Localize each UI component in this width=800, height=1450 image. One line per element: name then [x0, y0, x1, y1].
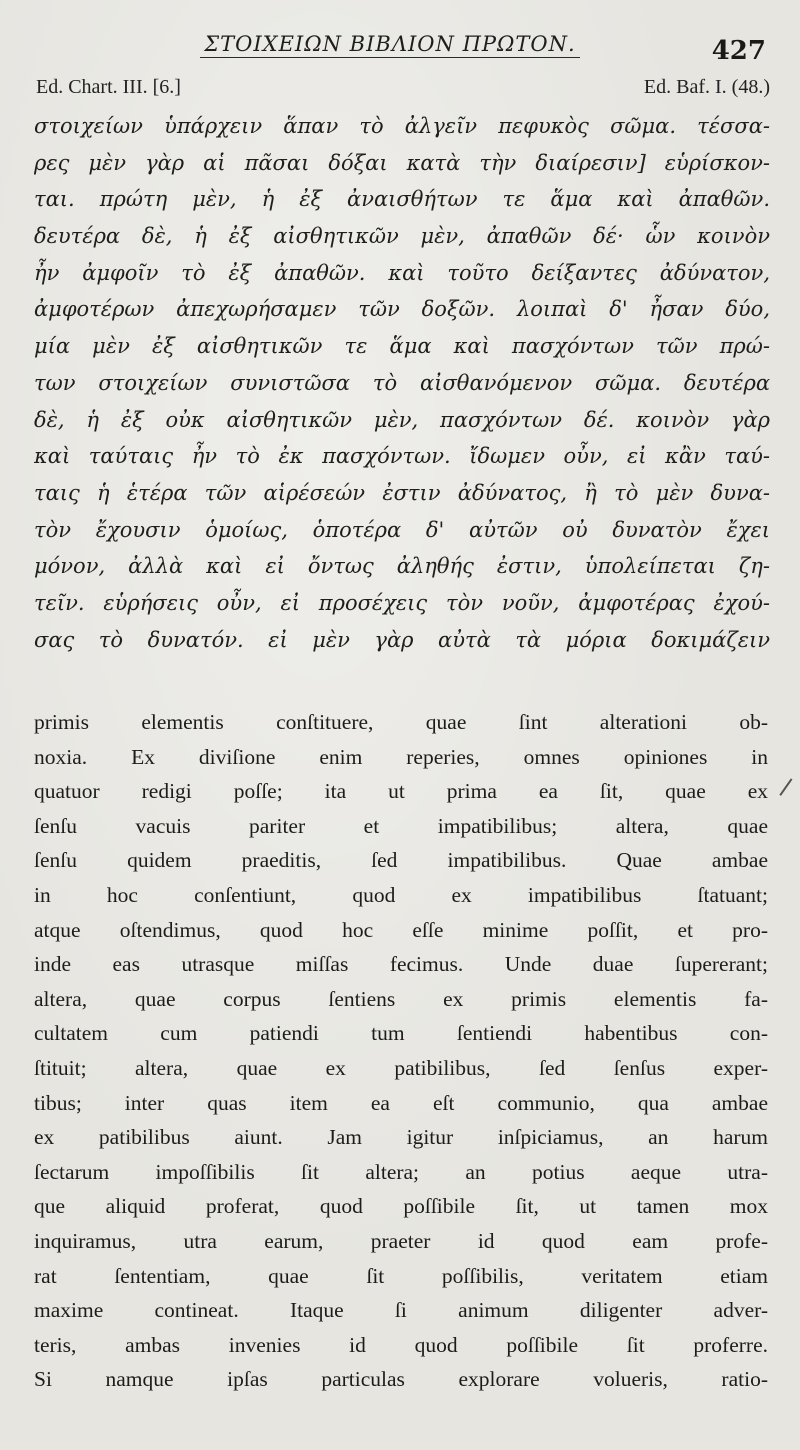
latin-text-line: atque oſtendimus, quod hoc eſſe minime poſſit, et pro-: [34, 917, 768, 942]
latin-text-line: tibus; inter quas item ea eſt communio, qua ambae: [34, 1090, 768, 1115]
edition-reference-basel: Ed. Baf. I. (48.): [643, 76, 770, 98]
greek-text-line: μία μὲν ἐξ αἰσθητικῶν τε ἅμα καὶ πασχόντων τῶν πρώ-: [34, 334, 770, 359]
greek-text-line: δευτέρα δὲ, ἡ ἐξ αἰσθητικῶν μὲν, ἀπαθῶν δέ· ὧν κοινὸν: [34, 224, 770, 249]
latin-text-line: in hoc conſentiunt, quod ex impatibilibus ſtatuant;: [34, 882, 768, 907]
latin-text-line: maxime contineat. Itaque ſi animum diligenter adver-: [34, 1298, 768, 1323]
latin-text-line: primis elementis conſtituere, quae ſint alterationi ob-: [34, 710, 768, 734]
latin-text-line: altera, quae corpus ſentiens ex primis elementis fa-: [34, 986, 768, 1011]
page-number: 427: [711, 36, 766, 66]
greek-text-line: δὲ, ἡ ἐξ οὐκ αἰσθητικῶν μὲν, πασχόντων δέ. κοινὸν γὰρ: [34, 407, 770, 432]
greek-text-line: ἀμφοτέρων ἀπεχωρήσαμεν τῶν δοξῶν. λοιπαὶ δ' ἦσαν δύο,: [34, 297, 770, 322]
latin-text-line: ſenſu vacuis pariter et impatibilibus; altera, quae: [34, 813, 768, 838]
greek-text-line: ρες μὲν γὰρ αἱ πᾶσαι δόξαι κατὰ τὴν διαίρεσιν] εὑρίσκον-: [34, 150, 770, 175]
greek-text-line: των στοιχείων συνιστῶσα τὸ αἰσθανόμενον σῶμα. δευτέρα: [34, 370, 770, 395]
latin-text-line: rat ſententiam, quae ſit poſſibilis, veritatem etiam: [34, 1263, 768, 1288]
greek-text-line: τὸν ἔχουσιν ὁμοίως, ὁποτέρα δ' αὐτῶν οὐ δυνατὸν ἔχει: [34, 517, 770, 542]
latin-text-line: quatuor redigi poſſe; ita ut prima ea ſit, quae ex: [34, 779, 768, 804]
greek-text-line: καὶ ταύταις ἦν τὸ ἐκ πασχόντων. ἴδωμεν οὖν, εἰ κἂν ταύ-: [34, 444, 770, 469]
latin-text-line: ſtituit; altera, quae ex patibilibus, ſed ſenſus exper-: [34, 1055, 768, 1080]
latin-text-line: noxia. Ex diviſione enim reperies, omnes opiniones in: [34, 744, 768, 769]
greek-text-line: μόνον, ἀλλὰ καὶ εἰ ὄντως ἀληθής ἐστιν, ὑπολείπεται ζη-: [34, 554, 770, 579]
latin-text-line: inde eas utrasque miſſas fecimus. Unde duae ſupererant;: [34, 952, 768, 977]
edition-reference-chartier: Ed. Chart. III. [6.]: [36, 76, 181, 98]
latin-text-line: ſenſu quidem praeditis, ſed impatibilibus. Quae ambae: [34, 848, 768, 873]
latin-text-line: que aliquid proferat, quod poſſibile ſit, ut tamen mox: [34, 1194, 768, 1219]
latin-text-line: ſectarum impoſſibilis ſit altera; an potius aeque utra-: [34, 1159, 768, 1184]
latin-text-line: teris, ambas invenies id quod poſſibile ſit proferre.: [34, 1332, 768, 1357]
greek-text-line: σας τὸ δυνατόν. εἰ μὲν γὰρ αὐτὰ τὰ μόρια δοκιμάζειν: [34, 627, 770, 652]
latin-text-block: [34, 705, 768, 1397]
latin-text-line: Si namque ipſas particulas explorare volueris, ratio-: [34, 1367, 768, 1392]
greek-text-line: ἦν ἀμφοῖν τὸ ἐξ ἀπαθῶν. καὶ τοῦτο δείξαντες ἀδύνατον,: [34, 260, 770, 285]
running-title-text: ΣΤΟΙΧΕΙΩΝ ΒΙΒΛΙΟΝ ΠΡΩΤΟΝ.: [200, 32, 579, 58]
latin-text-line: inquiramus, utra earum, praeter id quod eam profe-: [34, 1228, 768, 1253]
latin-text-line: ex patibilibus aiunt. Jam igitur inſpiciamus, an harum: [34, 1125, 768, 1150]
margin-mark: [779, 778, 800, 801]
greek-text-line: στοιχείων ὑπάρχειν ἅπαν τὸ ἀλγεῖν πεφυκὸς σῶμα. τέσσα-: [34, 114, 770, 138]
greek-text-line: ται. πρώτη μὲν, ἡ ἐξ ἀναισθήτων τε ἅμα καὶ ἀπαθῶν.: [34, 187, 770, 212]
greek-text-block: [34, 108, 770, 658]
latin-text-line: cultatem cum patiendi tum ſentiendi habentibus con-: [34, 1021, 768, 1046]
running-title: [0, 32, 800, 58]
greek-text-line: τεῖν. εὑρήσεις οὖν, εἰ προσέχεις τὸν νοῦν, ἀμφοτέρας ἐχού-: [34, 590, 770, 615]
greek-text-line: ταις ἡ ἑτέρα τῶν αἱρέσεών ἐστιν ἀδύνατος, ἢ τὸ μὲν δυνα-: [34, 480, 770, 505]
